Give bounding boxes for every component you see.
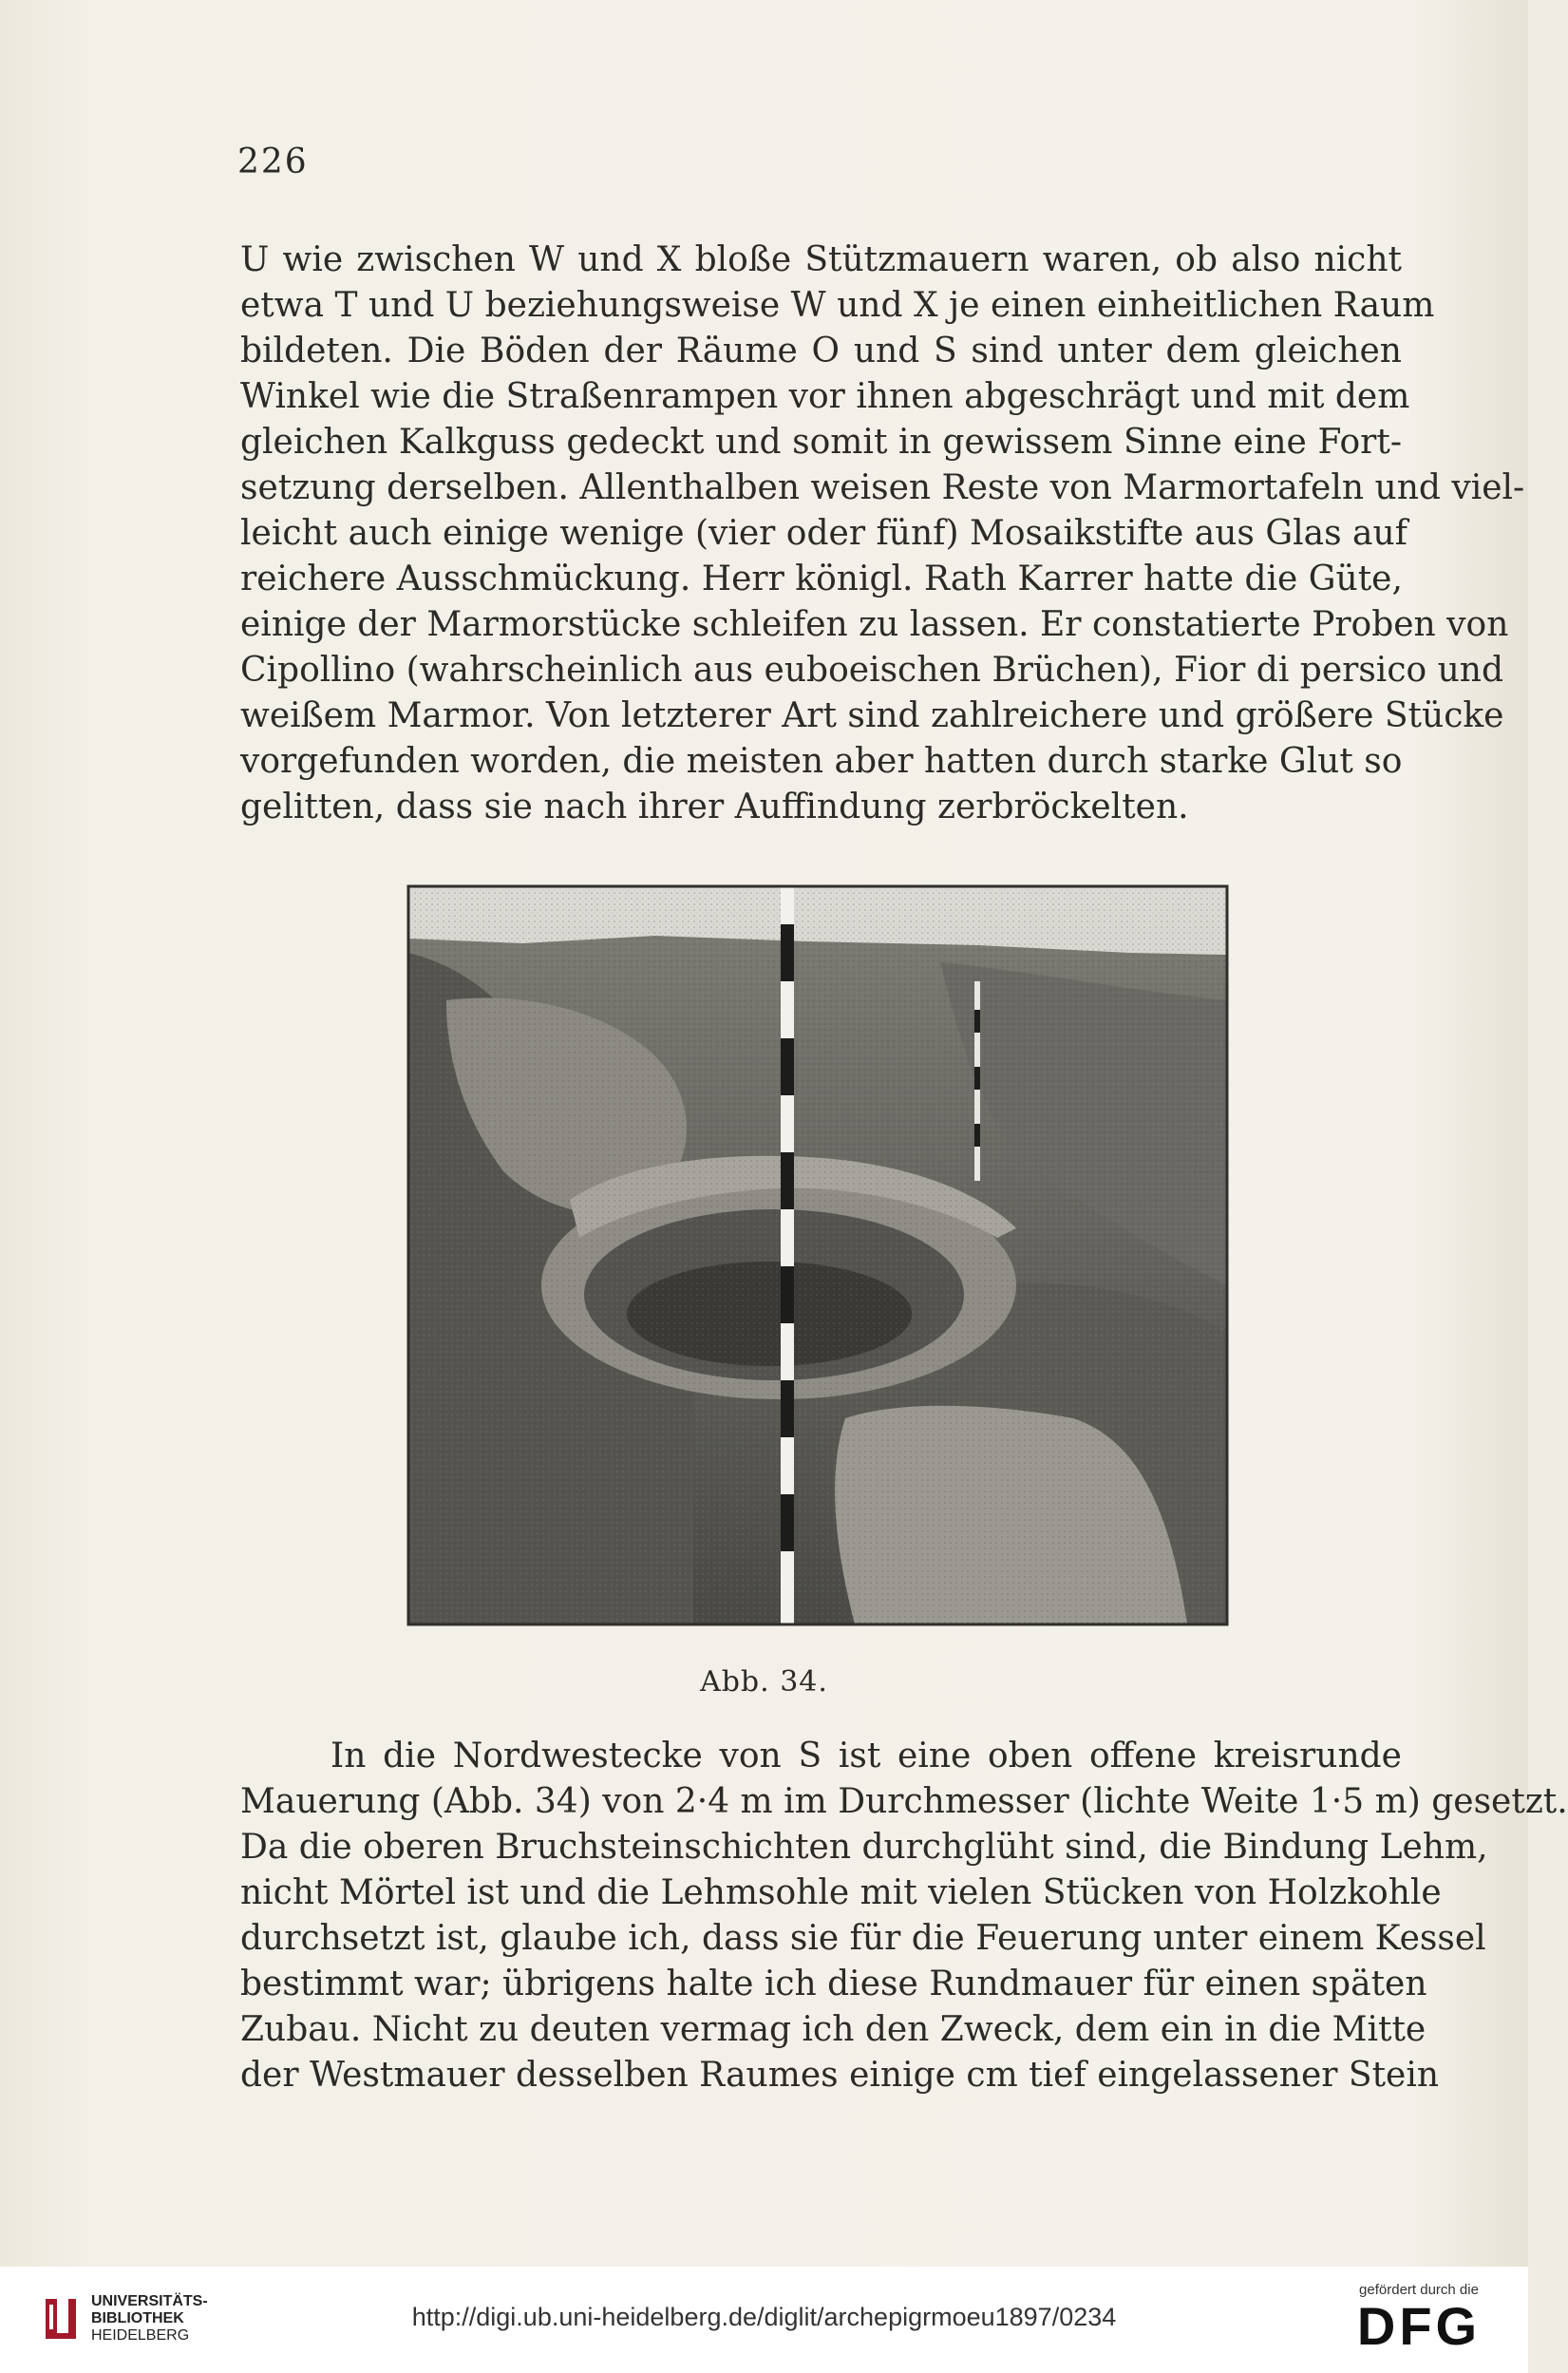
excavation-photo [408,886,1227,1624]
source-url-link[interactable]: http://digi.ub.uni-heidelberg.de/diglit/archepigrmoeu1897/0234 [411,2303,1117,2331]
text-line: U wie zwischen W und X bloße Stützmauern waren, ob also nicht [240,240,1402,279]
text-line: weißem Marmor. Von letzterer Art sind zahlreichere und größere Stücke [240,696,1504,735]
funding-notice [1338,2282,1500,2355]
text-line: leicht auch einige wenige (vier oder fünf) Mosaikstifte aus Glas auf [240,514,1407,553]
paragraph-1 [240,237,1525,830]
text-line: Da die oberen Bruchsteinschichten durchglüht sind, die Bindung Lehm, [240,1828,1488,1867]
paragraph-2 [240,1734,1568,2098]
text-line: Zubau. Nicht zu deuten vermag ich den Zweck, dem ein in die Mitte [240,2010,1426,2049]
text-line: gelitten, dass sie nach ihrer Auffindung zerbröckelten. [240,788,1189,826]
library-name-line: HEIDELBERG [91,2327,190,2344]
text-line: In die Nordwestecke von S ist eine oben offene kreisrunde [331,1737,1402,1775]
text-line: nicht Mörtel ist und die Lehmsohle mit vielen Stücken von Holzkohle [240,1873,1442,1912]
funding-text: gefördert durch die [1359,2282,1479,2298]
text-line: Mauerung (Abb. 34) von 2·4 m im Durchmesser (lichte Weite 1·5 m) gesetzt. [240,1782,1568,1821]
digitization-footer [0,2267,1528,2373]
text-line: der Westmauer desselben Raumes einige cm tief eingelassener Stein [240,2056,1440,2095]
text-line: Cipollino (wahrscheinlich aus euboeischen Brüchen), Fior di persico und [240,651,1504,690]
text-line: vorgefunden worden, die meisten aber hatten durch starke Glut so [240,742,1403,781]
text-line: bestimmt war; übrigens halte ich diese Rundmauer für einen späten [240,1965,1427,2003]
text-line: gleichen Kalkguss gedeckt und somit in gewissem Sinne eine Fort- [240,423,1402,462]
text-line: reichere Ausschmückung. Herr königl. Rath Karrer hatte die Güte, [240,560,1403,598]
text-line: setzung derselben. Allenthalben weisen Reste von Marmortafeln und viel- [240,468,1525,507]
text-line: etwa T und U beziehungsweise W und X je einen einheitlichen Raum [240,286,1435,325]
library-name-line: UNIVERSITÄTS- [91,2293,208,2309]
text-line: Winkel wie die Straßenrampen vor ihnen abgeschrägt und mit dem [240,377,1410,416]
page-number: 226 [237,142,309,181]
figure-caption: Abb. 34. [700,1665,828,1699]
figure-photograph [408,886,1227,1624]
text-line: bildeten. Die Böden der Räume O und S sind unter dem gleichen [240,332,1402,370]
dfg-logo: DFG [1356,2296,1482,2356]
text-line: durchsetzt ist, glaube ich, dass sie für die Feuerung unter einem Kessel [240,1919,1486,1958]
library-name-line: BIBLIOTHEK [91,2310,184,2326]
text-line: einige der Marmorstücke schleifen zu lassen. Er constatierte Proben von [240,605,1509,644]
